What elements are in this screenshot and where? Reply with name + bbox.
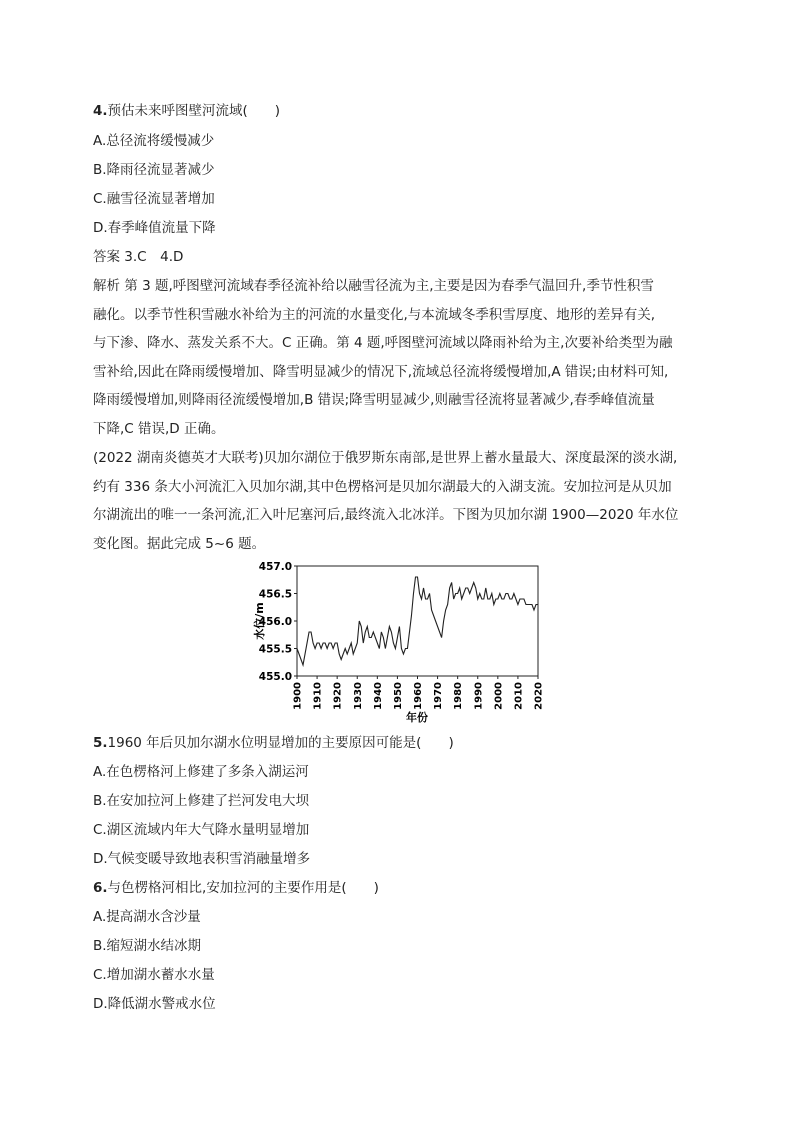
question-text: 预估未来呼图壁河流域( ) bbox=[107, 103, 281, 119]
x-tick-label: 1930 bbox=[352, 682, 364, 710]
x-tick-label: 1940 bbox=[372, 682, 384, 710]
analysis-line: 雪补给,因此在降雨缓慢增加、降雪明显减少的情况下,流域总径流将缓慢增加,A 错误;由材料可知, bbox=[93, 363, 669, 380]
y-tick-label: 455.0 bbox=[258, 671, 292, 683]
q4-option-c: C.融雪径流显著增加 bbox=[93, 191, 215, 207]
x-tick-label: 1970 bbox=[433, 682, 445, 710]
material-line: 变化图。据此完成 5~6 题。 bbox=[93, 535, 266, 552]
q5-option-a: A.在色楞格河上修建了多条入湖运河 bbox=[93, 764, 309, 780]
answer-label: 答案 bbox=[93, 249, 120, 265]
question-4-stem bbox=[93, 102, 280, 120]
question-text: 1960 年后贝加尔湖水位明显增加的主要原因可能是( ) bbox=[107, 735, 454, 751]
y-tick-label: 456.5 bbox=[258, 588, 292, 601]
q6-option-d: D.降低湖水警戒水位 bbox=[93, 996, 216, 1012]
q4-option-b: B.降雨径流显著减少 bbox=[93, 162, 215, 178]
question-number: 6. bbox=[93, 880, 108, 896]
question-text: 与色楞格河相比,安加拉河的主要作用是( ) bbox=[107, 880, 379, 896]
answer-line bbox=[93, 248, 183, 266]
x-tick-label: 2010 bbox=[513, 682, 525, 710]
x-tick-label: 1910 bbox=[312, 682, 324, 710]
x-tick-label: 1920 bbox=[332, 682, 344, 710]
y-tick-label: 456.0 bbox=[258, 616, 292, 628]
q5-option-c: C.湖区流域内年大气降水量明显增加 bbox=[93, 822, 310, 838]
q6-option-b: B.缩短湖水结冰期 bbox=[93, 938, 202, 954]
y-tick-label: 457.0 bbox=[258, 561, 292, 573]
x-tick-label: 1990 bbox=[473, 682, 485, 710]
question-number: 4. bbox=[93, 103, 108, 119]
x-tick-label: 1950 bbox=[392, 682, 404, 710]
analysis-line: 解析 第 3 题,呼图壁河流域春季径流补给以融雪径流为主,主要是因为春季气温回升,季节性积雪 bbox=[93, 278, 654, 294]
material-line: 尔湖流出的唯一一条河流,汇入叶尼塞河后,最终流入北冰洋。下图为贝加尔湖 1900—2020 年水位 bbox=[93, 507, 679, 523]
x-tick-label: 1980 bbox=[453, 682, 465, 710]
analysis-line: 与下渗、降水、蒸发关系不大。C 正确。第 4 题,呼图壁河流域以降雨补给为主,次要补给类型为融 bbox=[93, 335, 673, 351]
question-number: 5. bbox=[93, 735, 108, 751]
x-tick-label: 2020 bbox=[533, 682, 545, 710]
material-line: (2022 湖南炎德英才大联考)贝加尔湖位于俄罗斯东南部,是世界上蓄水量最大、深度最深的淡水湖, bbox=[93, 450, 678, 466]
analysis-label: 解析 bbox=[93, 278, 120, 294]
answer-text: 3.C 4.D bbox=[124, 249, 184, 265]
y-tick-label: 455.5 bbox=[258, 643, 292, 656]
q6-option-a: A.提高湖水含沙量 bbox=[93, 909, 201, 925]
q5-option-d: D.气候变暖导致地表积雪消融量增多 bbox=[93, 851, 311, 867]
y-axis-label: 水位/m bbox=[253, 602, 266, 640]
question-6-stem bbox=[93, 879, 379, 897]
q6-option-c: C.增加湖水蓄水水量 bbox=[93, 967, 215, 983]
material-line: 约有 336 条大小河流汇入贝加尔湖,其中色楞格河是贝加尔湖最大的入湖支流。安加拉河是从贝加 bbox=[93, 478, 672, 495]
plot-frame bbox=[297, 566, 538, 676]
x-tick-label: 1960 bbox=[413, 682, 424, 710]
q4-option-a: A.总径流将缓慢减少 bbox=[93, 133, 215, 149]
analysis-line: 下降,C 错误,D 正确。 bbox=[93, 420, 225, 437]
x-axis-label: 年份 bbox=[406, 711, 428, 724]
analysis-line: 融化。以季节性积雪融水补给为主的河流的水量变化,与本流域冬季积雪厚度、地形的差异有关, bbox=[93, 306, 656, 323]
analysis-paragraph bbox=[93, 272, 705, 443]
water-level-chart bbox=[255, 555, 555, 727]
question-5-stem bbox=[93, 734, 454, 752]
q4-option-d: D.春季峰值流量下降 bbox=[93, 220, 216, 236]
material-paragraph bbox=[93, 444, 705, 558]
series-line bbox=[297, 577, 538, 665]
analysis-line: 降雨缓慢增加,则降雨径流缓慢增加,B 错误;降雪明显减少,则融雪径流将显著减少,春季峰值流量 bbox=[93, 392, 655, 408]
q5-option-b: B.在安加拉河上修建了拦河发电大坝 bbox=[93, 793, 310, 809]
x-tick-label: 2000 bbox=[493, 682, 505, 710]
x-tick-label: 1900 bbox=[292, 682, 304, 710]
